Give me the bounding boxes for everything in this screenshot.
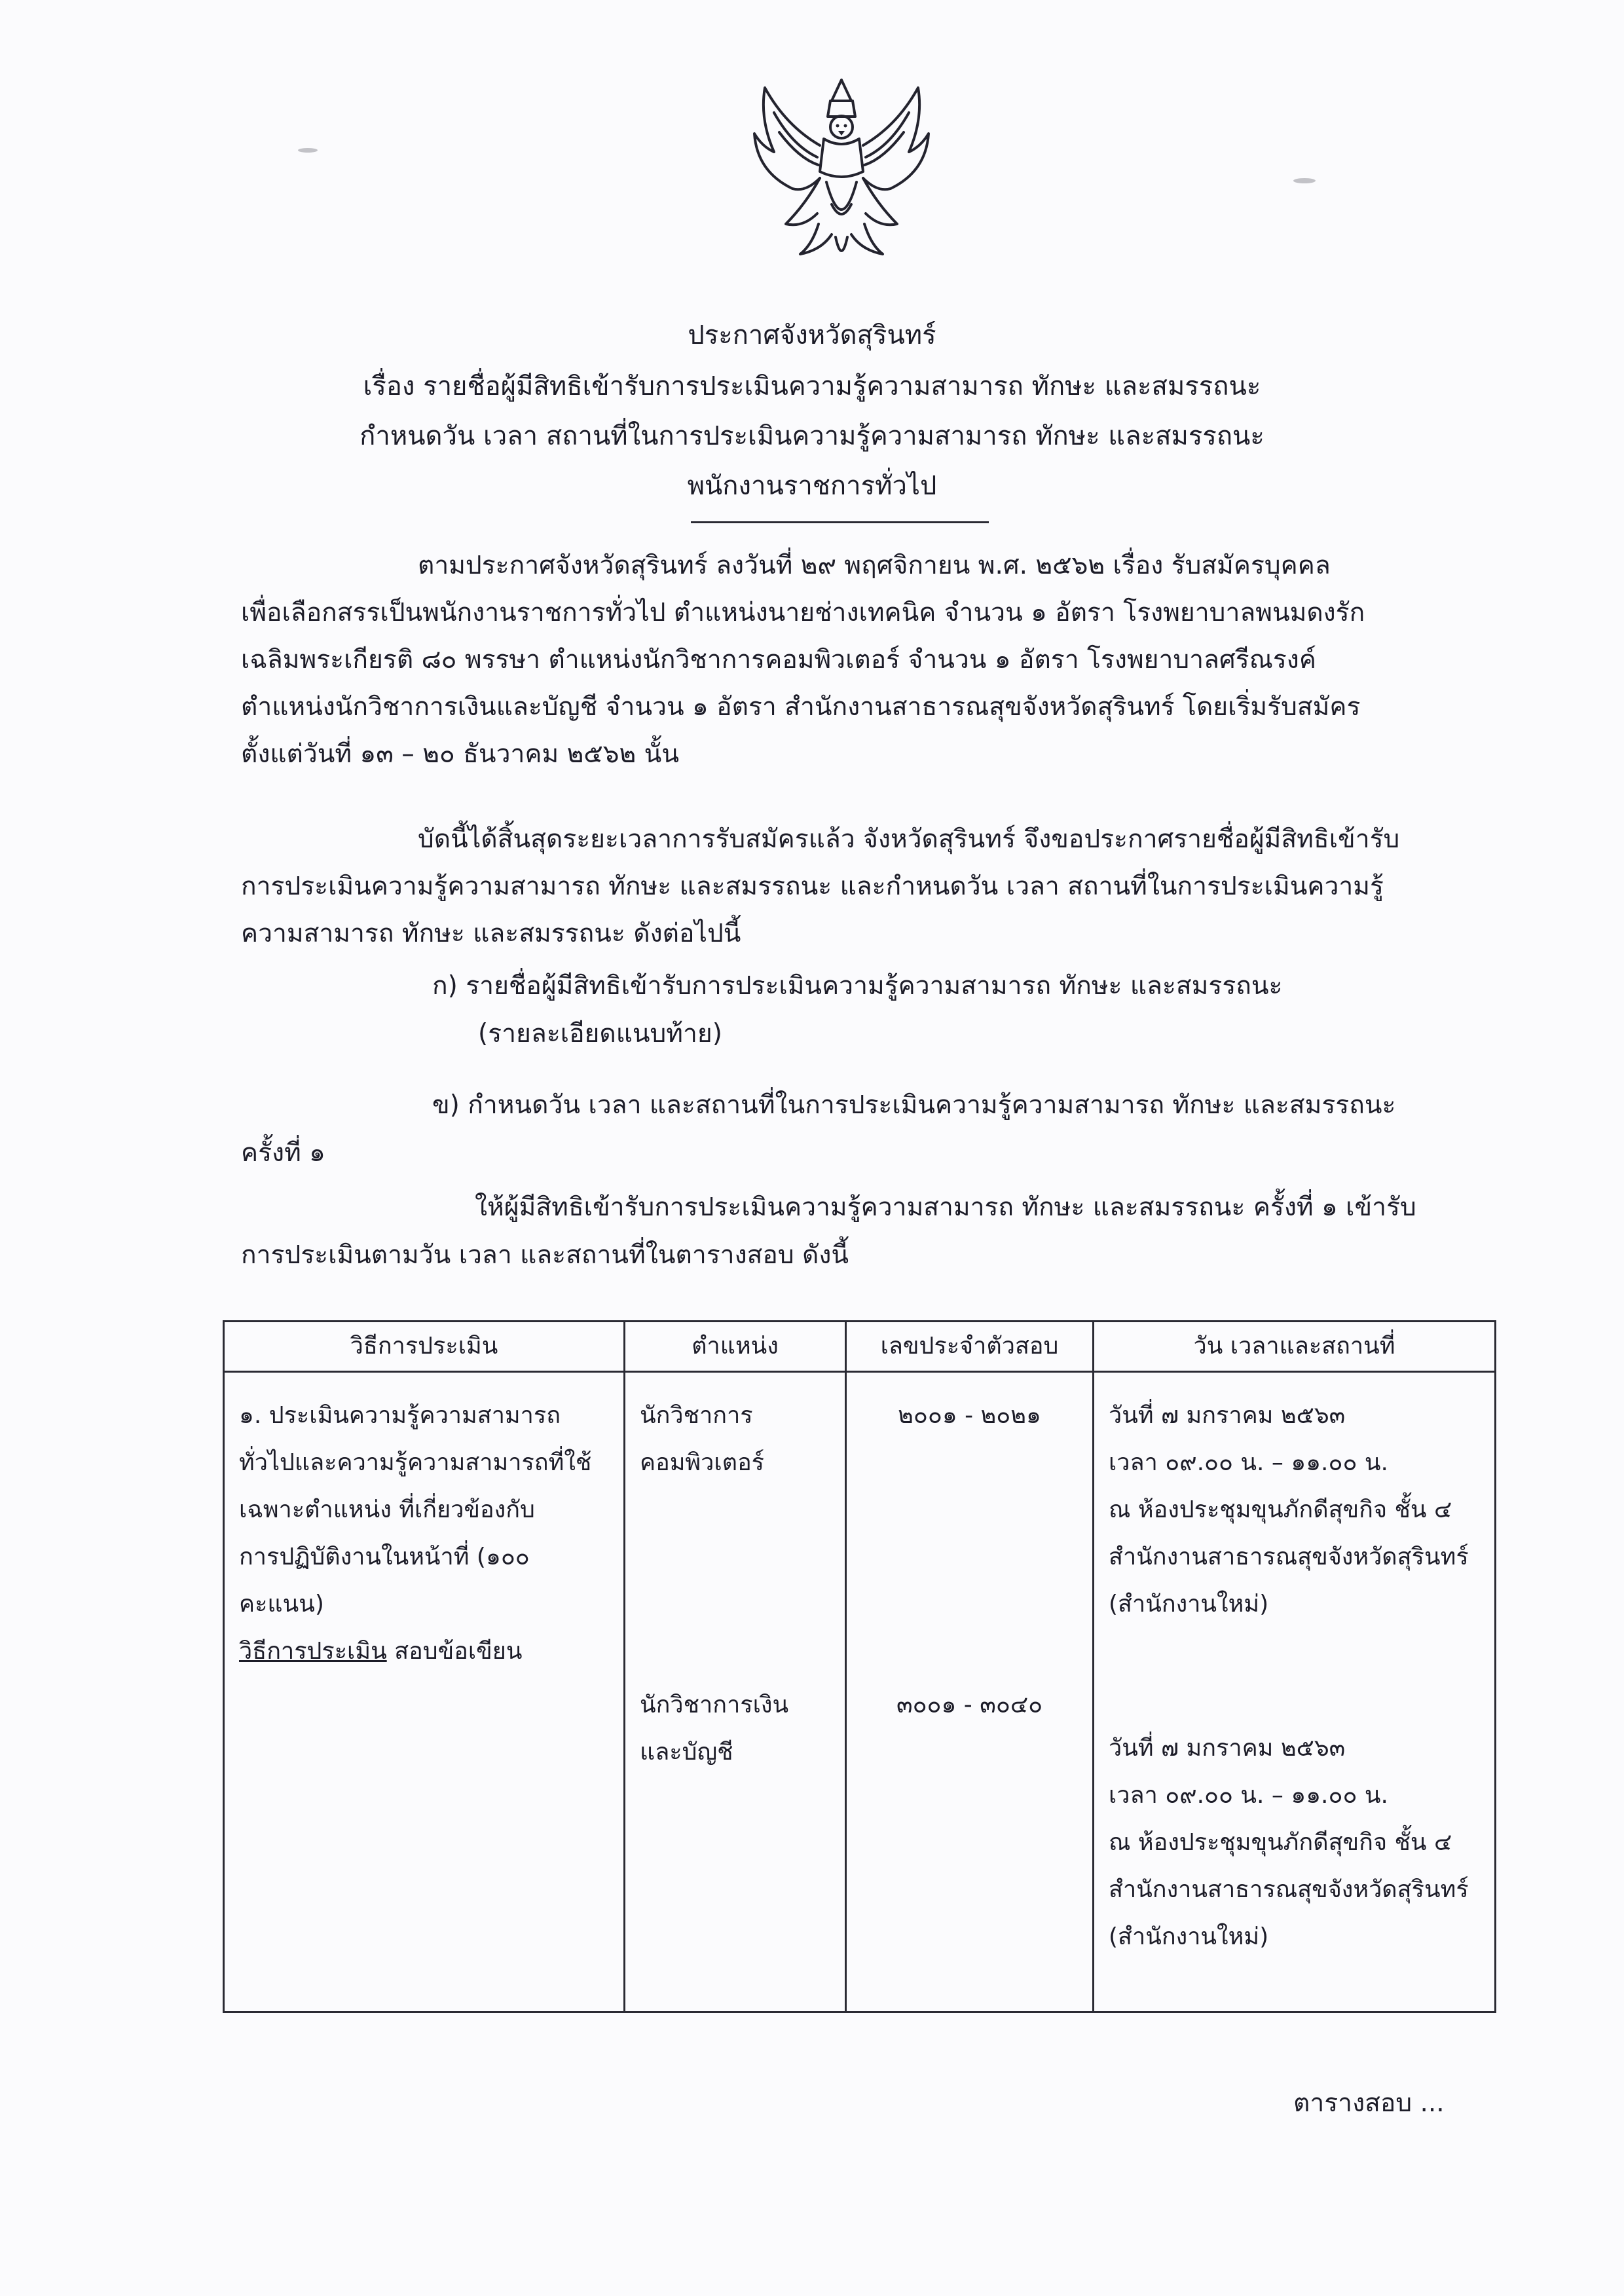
schedule-line: เวลา ๐๙.๐๐ น. – ๑๑.๐๐ น. xyxy=(1109,1449,1388,1476)
schedule-line: เวลา ๐๙.๐๐ น. – ๑๑.๐๐ น. xyxy=(1109,1782,1388,1809)
item-b-line-1: ข) กำหนดวัน เวลา และสถานที่ในการประเมินความรู้ความสามารถ ทักษะ และสมรรถนะ xyxy=(432,1090,1396,1120)
item-a-line-2: (รายละเอียดแนบท้าย) xyxy=(478,1019,722,1048)
exam-id-range: ๒๐๐๑ - ๒๐๒๑ xyxy=(898,1402,1041,1429)
schedule-line: (สำนักงานใหม่) xyxy=(1109,1591,1269,1618)
paragraph-1 xyxy=(241,542,1480,778)
method-line: การปฏิบัติงานในหน้าที่ (๑๐๐ xyxy=(239,1544,530,1570)
column-header-exam-id: เลขประจำตัวสอบ xyxy=(846,1322,1094,1372)
schedule-line: วันที่ ๗ มกราคม ๒๕๖๓ xyxy=(1109,1402,1346,1429)
entry-spacer xyxy=(861,1659,1078,1682)
schedule-line: วันที่ ๗ มกราคม ๒๕๖๓ xyxy=(1109,1735,1346,1762)
entry-spacer xyxy=(861,1586,1078,1659)
entry-spacer xyxy=(640,1633,830,1682)
subject-line-2: กำหนดวัน เวลา สถานที่ในการประเมินความรู้ความสามารถ ทักษะ และสมรรถนะ xyxy=(360,421,1264,451)
column-header-position: ตำแหน่ง xyxy=(625,1322,846,1372)
entry-spacer xyxy=(861,1513,1078,1586)
paragraph-line: ตั้งแต่วันที่ ๑๓ – ๒๐ ธันวาคม ๒๕๖๒ นั้น xyxy=(241,739,679,769)
paragraph-3-line: ให้ผู้มีสิทธิเข้ารับการประเมินความรู้ความสามารถ ทักษะ และสมรรถนะ ครั้งที่ ๑ เข้ารับ xyxy=(475,1193,1416,1222)
paragraph-line: ความสามารถ ทักษะ และสมรรถนะ ดังต่อไปนี้ xyxy=(241,919,741,948)
position-line: นักวิชาการ xyxy=(640,1402,753,1429)
title-divider xyxy=(691,521,989,523)
method-label: วิธีการประเมิน xyxy=(239,1638,387,1665)
continued-marker: ตารางสอบ ... xyxy=(1293,2088,1445,2118)
paragraph-line: การประเมินความรู้ความสามารถ ทักษะ และสมรรถนะ และกำหนดวัน เวลา สถานที่ในการประเมินความรู้ xyxy=(241,872,1384,901)
paragraph-3-line: การประเมินตามวัน เวลา และสถานที่ในตารางสอบ ดังนี้ xyxy=(241,1240,849,1270)
position-line: และบัญชี xyxy=(640,1739,733,1766)
column-header-method: วิธีการประเมิน xyxy=(224,1322,625,1372)
subject-line-3: พนักงานราชการทั่วไป xyxy=(687,471,937,501)
paragraph-line: ตำแหน่งนักวิชาการเงินและบัญชี จำนวน ๑ อัตรา สำนักงานสาธารณสุขจังหวัดสุรินทร์ โดยเริ่มรับสมัคร xyxy=(241,692,1361,722)
exam-id-cell xyxy=(846,1372,1094,2012)
method-line: ทั่วไปและความรู้ความสามารถที่ใช้ xyxy=(239,1449,592,1476)
schedule-line: สำนักงานสาธารณสุขจังหวัดสุรินทร์ xyxy=(1109,1544,1469,1570)
position-line: คอมพิวเตอร์ xyxy=(640,1449,765,1476)
announcement-title: ประกาศจังหวัดสุรินทร์ xyxy=(688,320,936,350)
method-line: เฉพาะตำแหน่ง ที่เกี่ยวข้องกับ xyxy=(239,1496,535,1523)
position-cell xyxy=(625,1372,846,2012)
method-value: สอบข้อเขียน xyxy=(386,1638,523,1665)
paragraph-line: ตามประกาศจังหวัดสุรินทร์ ลงวันที่ ๒๙ พฤศจิกายน พ.ศ. ๒๕๖๒ เรื่อง รับสมัครบุคคล xyxy=(418,551,1331,580)
paragraph-2 xyxy=(241,816,1480,957)
paragraph-line: เพื่อเลือกสรรเป็นพนักงานราชการทั่วไป ตำแหน่งนายช่างเทคนิค จำนวน ๑ อัตรา โรงพยาบาลพนมดงรัก xyxy=(241,598,1365,627)
paragraph-line: บัดนี้ได้สิ้นสุดระยะเวลาการรับสมัครแล้ว จังหวัดสุรินทร์ จึงขอประกาศรายชื่อผู้มีสิทธิเข้ารับ xyxy=(418,824,1400,854)
table-row xyxy=(224,1372,1496,2012)
position-line: นักวิชาการเงิน xyxy=(640,1692,789,1718)
schedule-line: ณ ห้องประชุมขุนภักดีสุขกิจ ชั้น ๔ xyxy=(1109,1496,1452,1523)
entry-spacer xyxy=(640,1487,830,1560)
item-b-line-2: ครั้งที่ ๑ xyxy=(241,1138,325,1168)
column-header-schedule: วัน เวลาและสถานที่ xyxy=(1094,1322,1496,1372)
scan-speck xyxy=(1293,178,1316,183)
table-header-row xyxy=(224,1322,1496,1372)
method-cell xyxy=(224,1372,625,2012)
schedule-cell xyxy=(1094,1372,1496,2012)
scan-speck xyxy=(298,148,318,153)
entry-spacer xyxy=(640,1560,830,1633)
item-a-line-1: ก) รายชื่อผู้มีสิทธิเข้ารับการประเมินความรู้ความสามารถ ทักษะ และสมรรถนะ xyxy=(432,971,1283,1001)
schedule-line: ณ ห้องประชุมขุนภักดีสุขกิจ ชั้น ๔ xyxy=(1109,1829,1452,1856)
method-line: คะแนน) xyxy=(239,1591,324,1618)
entry-spacer xyxy=(1109,1628,1480,1725)
schedule-line: สำนักงานสาธารณสุขจังหวัดสุรินทร์ xyxy=(1109,1876,1469,1903)
schedule-line: (สำนักงานใหม่) xyxy=(1109,1923,1269,1950)
method-line: ๑. ประเมินความรู้ความสามารถ xyxy=(239,1402,561,1429)
subject-line-1: เรื่อง รายชื่อผู้มีสิทธิเข้ารับการประเมินความรู้ความสามารถ ทักษะ และสมรรถนะ xyxy=(363,371,1261,401)
exam-id-range: ๓๐๐๑ - ๓๐๔๐ xyxy=(896,1692,1043,1718)
paragraph-line: เฉลิมพระเกียรติ ๘๐ พรรษา ตำแหน่งนักวิชาการคอมพิวเตอร์ จำนวน ๑ อัตรา โรงพยาบาลศรีณรงค์ xyxy=(241,645,1316,675)
method-type-line xyxy=(239,1628,609,1675)
garuda-emblem-icon xyxy=(740,73,943,270)
exam-schedule-table xyxy=(223,1320,1496,2013)
entry-spacer xyxy=(861,1439,1078,1513)
